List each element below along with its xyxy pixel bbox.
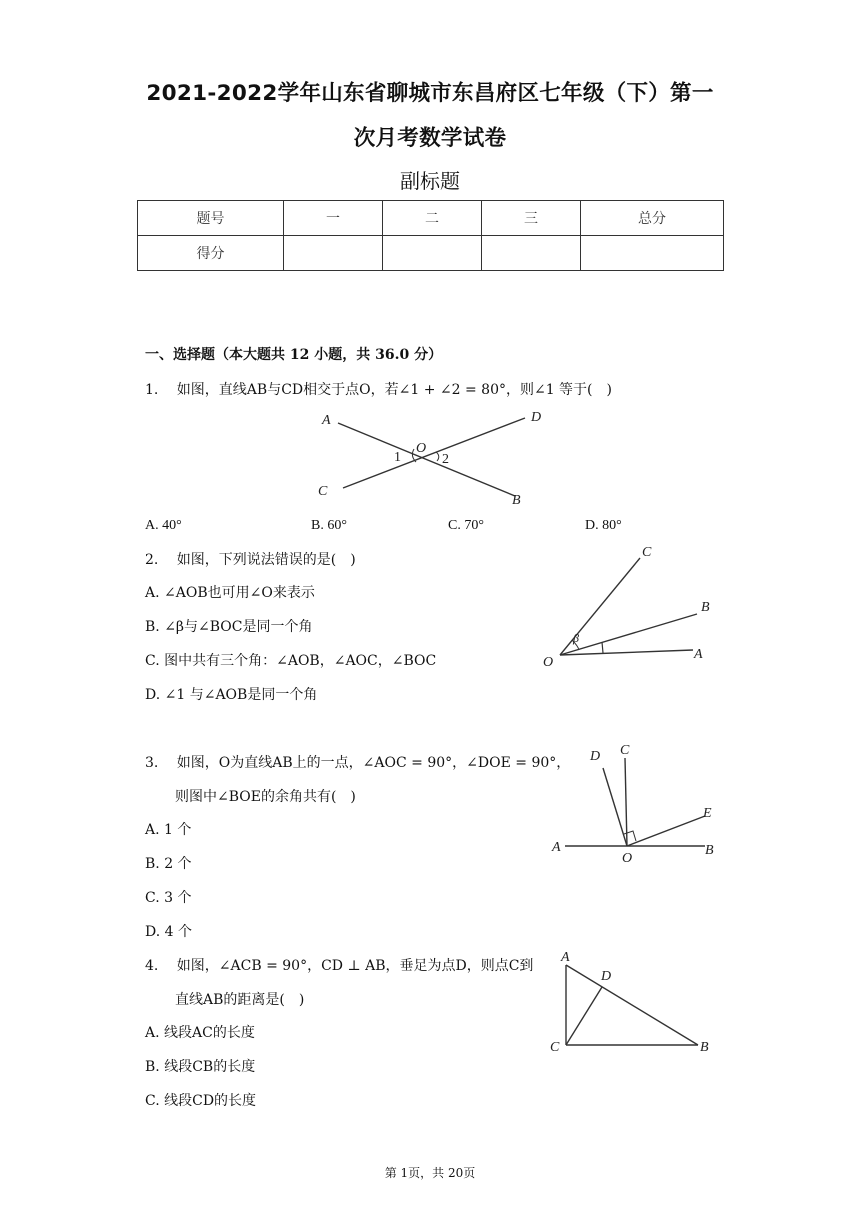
ray-ob <box>560 614 697 655</box>
label-c: C <box>620 743 630 758</box>
angle-2-arc <box>436 452 439 461</box>
score-input-cell <box>383 236 482 271</box>
q4-option-c[interactable]: C. 线段CD的长度 <box>145 1093 257 1109</box>
question-4-figure <box>545 945 725 1060</box>
score-header-cell: 总分 <box>581 201 724 236</box>
score-header-cell: 题号 <box>138 201 284 236</box>
label-beta: β <box>573 631 579 645</box>
label-b: B <box>700 1040 709 1055</box>
q3-option-c[interactable]: C. 3 个 <box>145 890 192 906</box>
segment-ab <box>566 965 698 1045</box>
title-line-1: 2021-2022学年山东省聊城市东昌府区七年级（下）第一 <box>146 81 714 106</box>
label-d: D <box>531 410 542 425</box>
score-header-cell: 三 <box>482 201 581 236</box>
label-a: A <box>322 413 331 428</box>
q3-option-d[interactable]: D. 4 个 <box>145 924 192 940</box>
q1-option-a[interactable]: A. 40° <box>145 518 182 533</box>
ray-oe <box>627 816 705 846</box>
question-1-stem: 1. 如图，直线AB与CD相交于点O，若∠1 + ∠2 = 80°，则∠1 等于( ) <box>145 382 612 398</box>
label-c: C <box>318 484 328 499</box>
label-a: A <box>561 950 570 965</box>
label-b: B <box>701 600 710 615</box>
label-o: O <box>416 441 427 456</box>
segment-cd <box>566 987 602 1045</box>
line-ab <box>338 423 515 496</box>
score-input-cell <box>482 236 581 271</box>
question-2-stem: 2. 如图，下列说法错误的是( ) <box>145 552 356 568</box>
q3-option-a[interactable]: A. 1 个 <box>145 822 192 838</box>
question-3-figure <box>545 738 725 868</box>
question-2-figure <box>535 538 735 673</box>
label-d: D <box>590 749 601 764</box>
q4-option-a[interactable]: A. 线段AC的长度 <box>145 1025 255 1041</box>
label-e: E <box>703 806 712 821</box>
line-cd <box>343 418 525 488</box>
label-o: O <box>622 851 633 866</box>
score-input-cell <box>581 236 724 271</box>
section-heading: 一、选择题（本大题共 12 小题，共 36.0 分） <box>145 347 443 363</box>
right-angle-mark <box>624 831 636 841</box>
label-1: 1 <box>394 450 401 465</box>
title-line-2: 次月考数学试卷 <box>353 126 507 151</box>
question-4-stem-line-2: 直线AB的距离是( ) <box>175 992 305 1008</box>
label-c: C <box>550 1040 560 1055</box>
score-table-score-row <box>138 236 724 271</box>
score-table-header-row <box>138 201 724 236</box>
q2-option-a[interactable]: A. ∠AOB也可用∠O来表示 <box>145 585 315 601</box>
label-2: 2 <box>442 452 449 467</box>
q2-option-c[interactable]: C. 图中共有三个角：∠AOB，∠AOC，∠BOC <box>145 653 437 669</box>
q3-option-b[interactable]: B. 2 个 <box>145 856 192 872</box>
question-3-stem-line-2: 则图中∠BOE的余角共有( ) <box>175 789 356 805</box>
score-input-cell <box>284 236 383 271</box>
question-3-stem-line-1: 3. 如图，O为直线AB上的一点，∠AOC = 90°，∠DOE = 90°， <box>145 755 571 771</box>
page-footer: 第 1页，共 20页 <box>384 1166 476 1180</box>
ray-oa <box>560 650 693 655</box>
q2-option-b[interactable]: B. ∠β与∠BOC是同一个角 <box>145 619 313 635</box>
score-table <box>137 200 724 271</box>
angle-1-mark <box>602 642 603 653</box>
label-b: B <box>512 493 521 508</box>
question-1-figure <box>300 400 560 512</box>
question-4-stem-line-1: 4. 如图，∠ACB = 90°，CD ⊥ AB，垂足为点D，则点C到 <box>145 958 534 974</box>
label-o: O <box>543 655 554 670</box>
ray-od <box>603 768 627 846</box>
score-row-label: 得分 <box>138 236 284 271</box>
q1-option-d[interactable]: D. 80° <box>585 518 622 533</box>
label-b: B <box>705 843 714 858</box>
subtitle: 副标题 <box>400 169 460 193</box>
score-header-cell: 二 <box>383 201 482 236</box>
label-a: A <box>694 647 703 662</box>
q2-option-d[interactable]: D. ∠1 与∠AOB是同一个角 <box>145 687 318 703</box>
q1-option-b[interactable]: B. 60° <box>311 518 347 533</box>
label-c: C <box>642 545 652 560</box>
q4-option-b[interactable]: B. 线段CB的长度 <box>145 1059 256 1075</box>
q1-option-c[interactable]: C. 70° <box>448 518 484 533</box>
score-header-cell: 一 <box>284 201 383 236</box>
label-d: D <box>601 969 612 984</box>
label-a: A <box>552 840 561 855</box>
